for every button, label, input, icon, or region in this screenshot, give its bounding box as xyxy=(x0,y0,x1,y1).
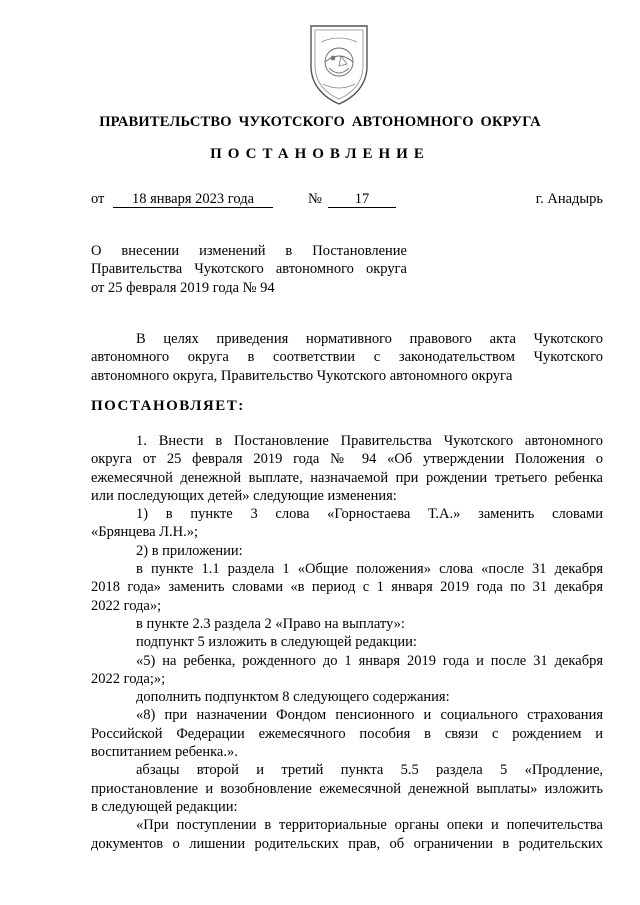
decree-word: ПОСТАНОВЛЯЕТ: xyxy=(91,398,245,414)
text-line: «5) на ребенка, рожденного до 1 января 2019 года и после 31 декабря xyxy=(136,652,603,669)
text-line: «Брянцева Л.Н.»; xyxy=(91,524,199,541)
subject-line: от 25 февраля 2019 года № 94 xyxy=(91,279,275,296)
paragraph-1 xyxy=(91,432,603,505)
text-line: 2018 года» заменить словами «в период с 1 января 2019 года по 31 декабря xyxy=(91,579,603,596)
text-line: или последующих детей» следующие изменения: xyxy=(91,487,397,504)
paragraph-11 xyxy=(91,816,603,853)
preamble-line: автономного округа, Правительство Чукотского автономного округа xyxy=(91,367,513,384)
paragraph-7 xyxy=(91,652,603,689)
paragraph-2 xyxy=(91,505,603,542)
government-title: ПРАВИТЕЛЬСТВО ЧУКОТСКОГО АВТОНОМНОГО ОКРУГА xyxy=(99,114,541,130)
text-line: 1) в пункте 3 слова «Горностаева Т.А.» заменить словами xyxy=(136,506,603,523)
city: г. Анадырь xyxy=(535,191,603,207)
text-line: документов о лишении родительских прав, об ограничении в родительских xyxy=(91,835,603,852)
paragraph-9 xyxy=(91,706,603,761)
date-from-label: от xyxy=(91,191,105,207)
preamble xyxy=(91,330,603,385)
document-number: 17 xyxy=(328,190,396,208)
subject-line: Правительства Чукотского автономного округа xyxy=(91,261,407,278)
text-line: 1. Внести в Постановление Правительства Чукотского автономного xyxy=(136,433,603,449)
text-line: абзацы второй и третий пункта 5.5 раздела 5 «Продление, xyxy=(136,762,603,779)
document-subject xyxy=(91,242,407,297)
text-line: округа от 25 февраля 2019 года № 94 «Об утверждении Положения о xyxy=(91,451,603,468)
coat-of-arms-emblem xyxy=(303,22,375,106)
preamble-line: В целях приведения нормативного правового акта Чукотского xyxy=(136,331,603,347)
text-line: в пункте 1.1 раздела 1 «Общие положения» слова «после 31 декабря xyxy=(136,561,603,578)
text-line: воспитанием ребенка.». xyxy=(91,744,238,761)
text-line: в следующей редакции: xyxy=(91,798,238,815)
paragraph-10 xyxy=(91,761,603,816)
preamble-line: автономного округа в соответствии с законодательством Чукотского xyxy=(91,349,603,366)
subject-line: О внесении изменений в Постановление xyxy=(91,243,407,259)
text-line: «8) при назначении Фондом пенсионного и социального страхования xyxy=(136,707,603,724)
decree-body xyxy=(91,432,603,853)
text-line: приостановление и возобновление ежемесячной денежной выплаты» изложить xyxy=(91,780,603,797)
document-type: ПОСТАНОВЛЕНИЕ xyxy=(210,146,430,162)
paragraph-3: 2) в приложении: xyxy=(136,542,243,559)
text-line: 2022 года»; xyxy=(91,597,162,614)
paragraph-4 xyxy=(91,560,603,615)
text-line: 2022 года;»; xyxy=(91,670,166,687)
document-date: 18 января 2023 года xyxy=(113,190,273,208)
text-line: «При поступлении в территориальные органы опеки и попечительства xyxy=(136,817,603,834)
number-label: № xyxy=(308,191,322,207)
paragraph-8: дополнить подпунктом 8 следующего содержания: xyxy=(136,689,450,706)
text-line: Российской Федерации ежемесячного пособия в связи с рождением и xyxy=(91,725,603,742)
paragraph-5: в пункте 2.3 раздела 2 «Право на выплату»: xyxy=(136,615,405,632)
text-line: ежемесячной денежной выплате, назначаемой при рождении третьего ребенка xyxy=(91,469,603,486)
paragraph-6: подпункт 5 изложить в следующей редакции: xyxy=(136,634,417,651)
